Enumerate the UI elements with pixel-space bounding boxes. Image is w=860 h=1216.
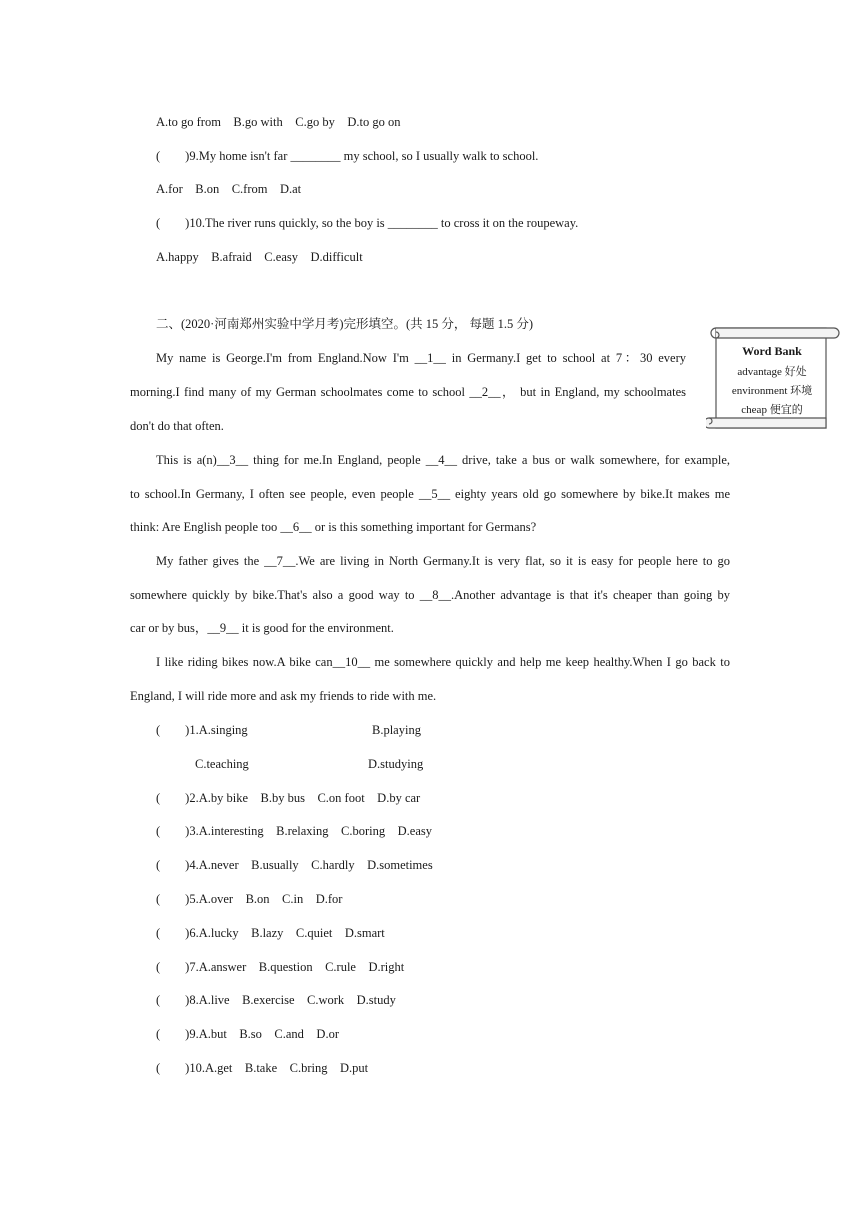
question-10: ( )10.The river runs quickly, so the boy is ________ to cross it on the roupeway.	[156, 216, 579, 230]
q10-options: A.happy B.afraid C.easy D.difficult	[156, 250, 363, 264]
word-bank-entry: cheap 便宜的	[741, 404, 803, 416]
cloze-question-9: ( )9.A.but B.so C.and D.or	[156, 1027, 339, 1041]
q8-options: A.to go from B.go with C.go by D.to go on	[156, 115, 401, 129]
question-9: ( )9.My home isn't far ________ my school, so I usually walk to school.	[156, 149, 539, 163]
passage-line: to school.In Germany, I often see people, even people __5__ eighty years old go somewhere by bike.It makes me	[130, 487, 730, 501]
cloze-option: B.playing	[372, 723, 421, 737]
passage-line: don't do that often.	[130, 419, 224, 433]
passage-line: think: Are English people too __6__ or is this something important for Germans?	[130, 520, 537, 534]
passage-line: somewhere quickly by bike.That's also a good way to __8__.Another advantage is that it's cheaper than going by	[130, 588, 730, 602]
cloze-question-5: ( )5.A.over B.on C.in D.for	[156, 892, 343, 906]
q9-options: A.for B.on C.from D.at	[156, 182, 302, 196]
cloze-question-10: ( )10.A.get B.take C.bring D.put	[156, 1061, 369, 1075]
passage-line: This is a(n)__3__ thing for me.In England, people __4__ drive, take a bus or walk somewhere, for example,	[156, 453, 730, 467]
passage-line: England, I will ride more and ask my friends to ride with me.	[130, 689, 437, 703]
word-bank-entry: environment 环境	[731, 385, 813, 397]
cloze-question-8: ( )8.A.live B.exercise C.work D.study	[156, 993, 396, 1007]
word-bank-title: Word Bank	[742, 344, 802, 358]
passage-line: My name is George.I'm from England.Now I'm __1__ in Germany.I get to school at 7：30 every	[156, 351, 686, 365]
cloze-option: C.teaching	[195, 757, 249, 771]
cloze-question-4: ( )4.A.never B.usually C.hardly D.sometimes	[156, 858, 433, 872]
cloze-option: D.studying	[368, 757, 424, 771]
section-heading: 二、(2020·河南郑州实验中学月考)完形填空。(共 15 分， 每题 1.5 分)	[156, 317, 534, 331]
passage-line: I like riding bikes now.A bike can__10__ me somewhere quickly and help me keep healthy.When I go back to	[156, 655, 730, 669]
cloze-question-7: ( )7.A.answer B.question C.rule D.right	[156, 960, 405, 974]
cloze-question-6: ( )6.A.lucky B.lazy C.quiet D.smart	[156, 926, 385, 940]
passage-line: My father gives the __7__.We are living in North Germany.It is very flat, so it is easy for people here to go	[156, 554, 730, 568]
cloze-question-2: ( )2.A.by bike B.by bus C.on foot D.by car	[156, 791, 421, 805]
word-bank-entry: advantage 好处	[737, 366, 807, 378]
cloze-question-3: ( )3.A.interesting B.relaxing C.boring D.easy	[156, 824, 432, 838]
passage-line: morning.I find many of my German schoolmates come to school __2__， but in England, my schoolmates	[130, 385, 686, 399]
cloze-question-1: ( )1.A.singing	[156, 723, 248, 737]
passage-line: car or by bus，__9__ it is good for the environment.	[130, 621, 394, 635]
